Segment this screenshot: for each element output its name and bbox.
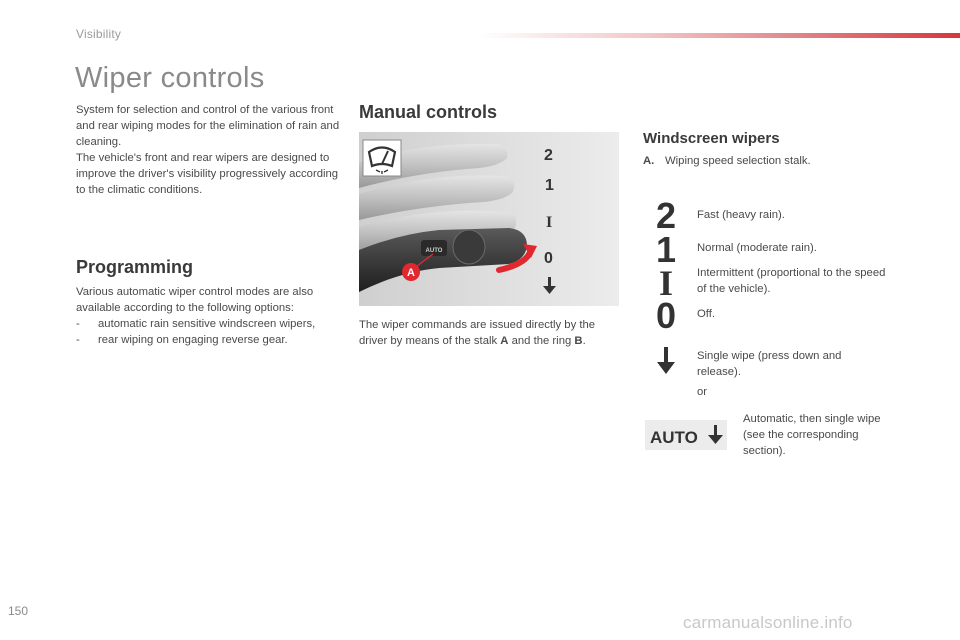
programming-paragraph: Various automatic wiper control modes are also available according to the following options: bbox=[76, 286, 314, 314]
off-glyph bbox=[655, 298, 677, 330]
normal-speed-text: Normal (moderate rain). bbox=[697, 242, 817, 254]
photo-auto-label: AUTO bbox=[425, 248, 443, 254]
stalk-description bbox=[643, 153, 811, 169]
marker-a-label: A bbox=[407, 267, 415, 279]
list-item-label: automatic rain sensitive windscreen wipers, bbox=[98, 318, 316, 330]
caption-text-2: and the ring bbox=[508, 335, 575, 347]
intermittent-symbol bbox=[655, 265, 677, 297]
fast-speed-text: Fast (heavy rain). bbox=[697, 209, 785, 221]
photo-position-2: 2 bbox=[544, 147, 553, 164]
automatic-text: Automatic, then single wipe (see the corresponding section). bbox=[743, 413, 881, 457]
normal-speed-glyph bbox=[655, 232, 677, 264]
header-accent-bar bbox=[478, 33, 960, 38]
single-wipe-text: Single wipe (press down and release). bbox=[697, 350, 842, 378]
intro-paragraph-2: The vehicle's front and rear wipers are designed to improve the driver's visibility progressively according to the climatic conditions. bbox=[76, 152, 339, 196]
list-dash: - bbox=[76, 334, 80, 346]
list-dash: - bbox=[76, 318, 80, 330]
intermittent-text: Intermittent (proportional to the speed of the vehicle). bbox=[697, 267, 886, 295]
single-wipe-arrow-glyph bbox=[656, 347, 676, 375]
caption-paragraph bbox=[359, 317, 624, 349]
caption-text-3: . bbox=[582, 335, 586, 347]
normal-speed-symbol bbox=[655, 232, 677, 264]
programming-options-list bbox=[76, 316, 351, 348]
programming-heading: Programming bbox=[76, 257, 194, 277]
or-text: or bbox=[697, 386, 708, 398]
list-item-label: rear wiping on engaging reverse gear. bbox=[98, 334, 288, 346]
intermittent-glyph bbox=[655, 265, 677, 297]
wiper-stalk-photo bbox=[359, 132, 619, 306]
auto-glyph bbox=[645, 420, 727, 450]
off-symbol bbox=[655, 298, 677, 330]
list-item bbox=[76, 316, 351, 332]
caption-text-1: The wiper commands are issued directly by the driver by means of the stalk bbox=[359, 319, 596, 347]
section-header: Visibility bbox=[76, 27, 122, 41]
single-wipe-arrow-icon bbox=[656, 347, 676, 375]
photo-position-1: 1 bbox=[545, 177, 554, 194]
auto-symbol-text: AUTO bbox=[650, 428, 698, 447]
symbol-2-text: 2 bbox=[655, 198, 677, 230]
watermark: carmanualsonline.info bbox=[683, 613, 853, 632]
programming-text bbox=[76, 284, 351, 348]
manual-controls-caption bbox=[359, 317, 624, 349]
page-number: 150 bbox=[8, 604, 29, 618]
caption-stalk-a: A bbox=[500, 335, 509, 347]
wiper-stalk-illustration bbox=[359, 132, 619, 306]
caption-ring-b: B bbox=[574, 335, 583, 347]
page-title: Wiper controls bbox=[75, 62, 265, 94]
intro-text bbox=[76, 102, 346, 198]
symbol-i-text: I bbox=[658, 265, 674, 297]
intro-paragraph-1: System for selection and control of the various front and rear wiping modes for the elimination of rain and cleaning. bbox=[76, 104, 340, 148]
fast-speed-glyph bbox=[655, 198, 677, 230]
fast-speed-symbol bbox=[655, 198, 677, 230]
auto-down-arrow-icon bbox=[708, 425, 723, 444]
photo-position-intermittent: I bbox=[546, 214, 553, 231]
off-text: Off. bbox=[697, 308, 715, 320]
windscreen-wipers-heading: Windscreen wipers bbox=[643, 130, 780, 147]
manual-controls-heading: Manual controls bbox=[359, 102, 498, 122]
photo-position-0: 0 bbox=[544, 250, 553, 267]
list-item bbox=[76, 332, 351, 348]
symbol-1-text: 1 bbox=[655, 232, 677, 264]
symbol-0-text: 0 bbox=[655, 298, 677, 330]
auto-symbol bbox=[645, 420, 727, 450]
stalk-label: A. bbox=[643, 155, 655, 167]
stalk-text: Wiping speed selection stalk. bbox=[665, 155, 811, 167]
